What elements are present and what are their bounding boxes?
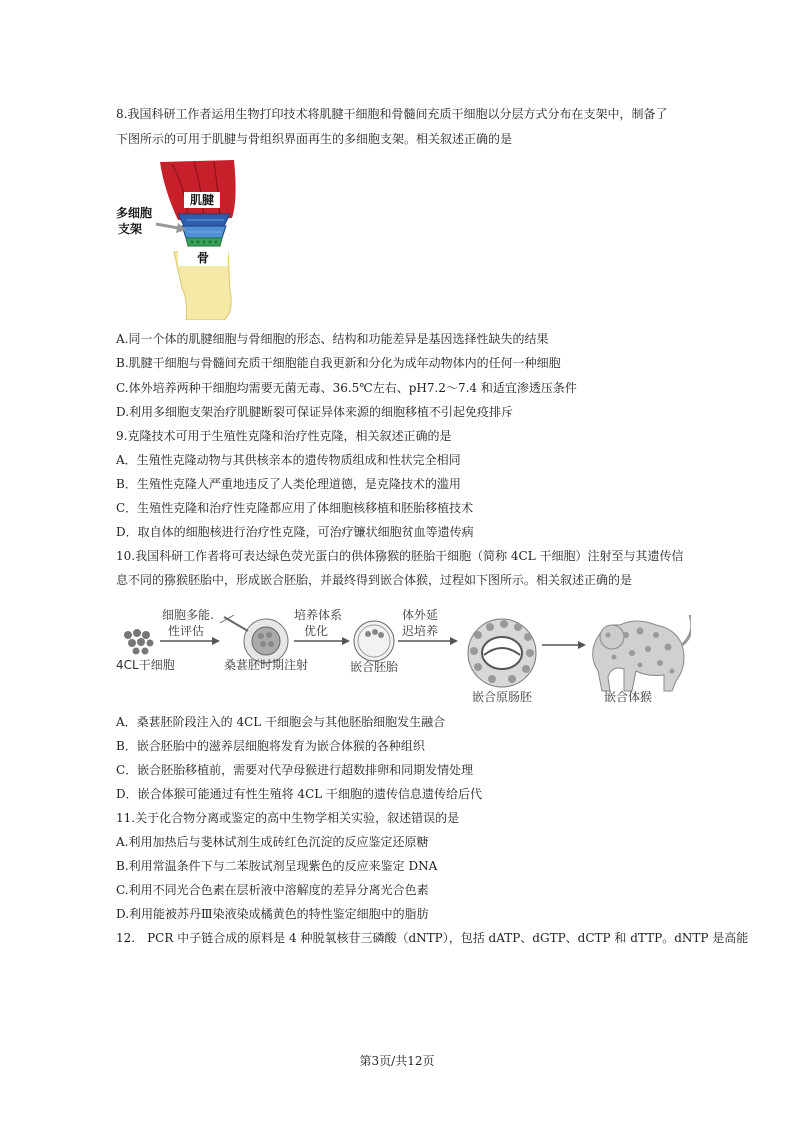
q11-option-a: A.利用加热后与斐林试剂生成砖红色沉淀的反应鉴定还原糖 bbox=[116, 835, 429, 849]
q11-option-b: B.利用常温条件下与二苯胺试剂呈现紫色的反应来鉴定 DNA bbox=[116, 859, 438, 873]
q11-option-c: C.利用不同光合色素在层析液中溶解度的差异分离光合色素 bbox=[116, 883, 429, 897]
scaffold-label-2: 支架 bbox=[118, 222, 143, 236]
chimera-embryo-label: 嵌合胚胎 bbox=[350, 660, 399, 674]
page-number: 第3页/共12页 bbox=[359, 1054, 435, 1068]
chimera-monkey-icon bbox=[593, 615, 691, 691]
q8-stem-line1: 8.我国科研工作者运用生物打印技术将肌腱干细胞和骨髓间充质干细胞以分层方式分布在支架中，制备了 bbox=[116, 107, 668, 121]
q9-option-d: D．取自体的细胞核进行治疗性克隆，可治疗镰状细胞贫血等遗传病 bbox=[116, 525, 474, 539]
q9-option-a: A．生殖性克隆动物与其供核亲本的遗传物质组成和性状完全相同 bbox=[116, 453, 461, 467]
q8-stem-line2: 下图所示的可用于肌腱与骨组织界面再生的多细胞支架。相关叙述正确的是 bbox=[116, 132, 513, 146]
tendon-bone-scaffold-figure bbox=[116, 160, 256, 320]
monkey-label: 嵌合体猴 bbox=[604, 690, 653, 704]
q10-option-c: C．嵌合胚胎移植前，需要对代孕母猴进行超数排卵和同期发情处理 bbox=[116, 763, 474, 777]
arrow3-line2: 迟培养 bbox=[402, 624, 439, 638]
q12-stem-line1: 12. PCR 中子链合成的原料是 4 种脱氧核苷三磷酸（dNTP），包括 dATP、dGTP、dCTP 和 dTTP。dNTP 是高能 bbox=[116, 931, 749, 945]
chimera-process-figure bbox=[116, 605, 691, 705]
scaffold-label-1: 多细胞 bbox=[116, 206, 153, 220]
arrow1-line2: 性评估 bbox=[168, 624, 205, 638]
q10-stem-line2: 息不同的猕猴胚胎中，形成嵌合胚胎，并最终得到嵌合体猴，过程如下图所示。相关叙述正确的是 bbox=[116, 573, 633, 587]
q11-option-d: D.利用能被苏丹Ⅲ染液染成橘黄色的特性鉴定细胞中的脂肪 bbox=[116, 907, 429, 921]
morula-injection-label: 桑葚胚时期注射 bbox=[224, 658, 309, 672]
arrow2-line1: 培养体系 bbox=[294, 608, 343, 622]
q9-stem: 9.克隆技术可用于生殖性克隆和治疗性克隆，相关叙述正确的是 bbox=[116, 429, 452, 443]
q9-option-b: B．生殖性克隆人严重地违反了人类伦理道德，是克隆技术的滥用 bbox=[116, 477, 461, 491]
q9-option-c: C．生殖性克隆和治疗性克隆都应用了体细胞核移植和胚胎移植技术 bbox=[116, 501, 474, 515]
q8-option-c: C.体外培养两种干细胞均需要无菌无毒、36.5℃左右、pH7.2～7.4 和适宜渗透压条件 bbox=[116, 381, 577, 395]
stem-cell-label: 4CL干细胞 bbox=[116, 658, 175, 672]
q8-option-b: B.肌腱干细胞与骨髓间充质干细胞能自我更新和分化为成年动物体内的任何一种细胞 bbox=[116, 356, 561, 370]
q10-stem-line1: 10.我国科研工作者将可表达绿色荧光蛋白的供体猕猴的胚胎干细胞（简称 4CL 干细胞）注射至与其遗传信 bbox=[116, 549, 684, 563]
q10-option-a: A．桑葚胚阶段注入的 4CL 干细胞会与其他胚胎细胞发生融合 bbox=[116, 715, 446, 729]
arrow1-line1: 细胞多能. bbox=[162, 608, 214, 622]
arrow2-line2: 优化 bbox=[304, 624, 329, 638]
q10-option-b: B．嵌合胚胎中的滋养层细胞将发育为嵌合体猴的各种组织 bbox=[116, 739, 425, 753]
q10-option-d: D．嵌合体猴可能通过有性生殖将 4CL 干细胞的遗传信息遗传给后代 bbox=[116, 787, 483, 801]
gastrula-label: 嵌合原肠胚 bbox=[472, 690, 533, 704]
q8-option-d: D.利用多细胞支架治疗肌腱断裂可保证异体来源的细胞移植不引起免疫排斥 bbox=[116, 405, 514, 419]
arrow3-line1: 体外延 bbox=[402, 608, 439, 622]
bone-label: 骨 bbox=[196, 251, 210, 265]
tendon-label: 肌腱 bbox=[189, 193, 215, 207]
q11-stem: 11.关于化合物分离或鉴定的高中生物学相关实验，叙述错误的是 bbox=[116, 811, 460, 825]
q8-option-a: A.同一个体的肌腱细胞与骨细胞的形态、结构和功能差异是基因选择性缺失的结果 bbox=[116, 332, 549, 346]
